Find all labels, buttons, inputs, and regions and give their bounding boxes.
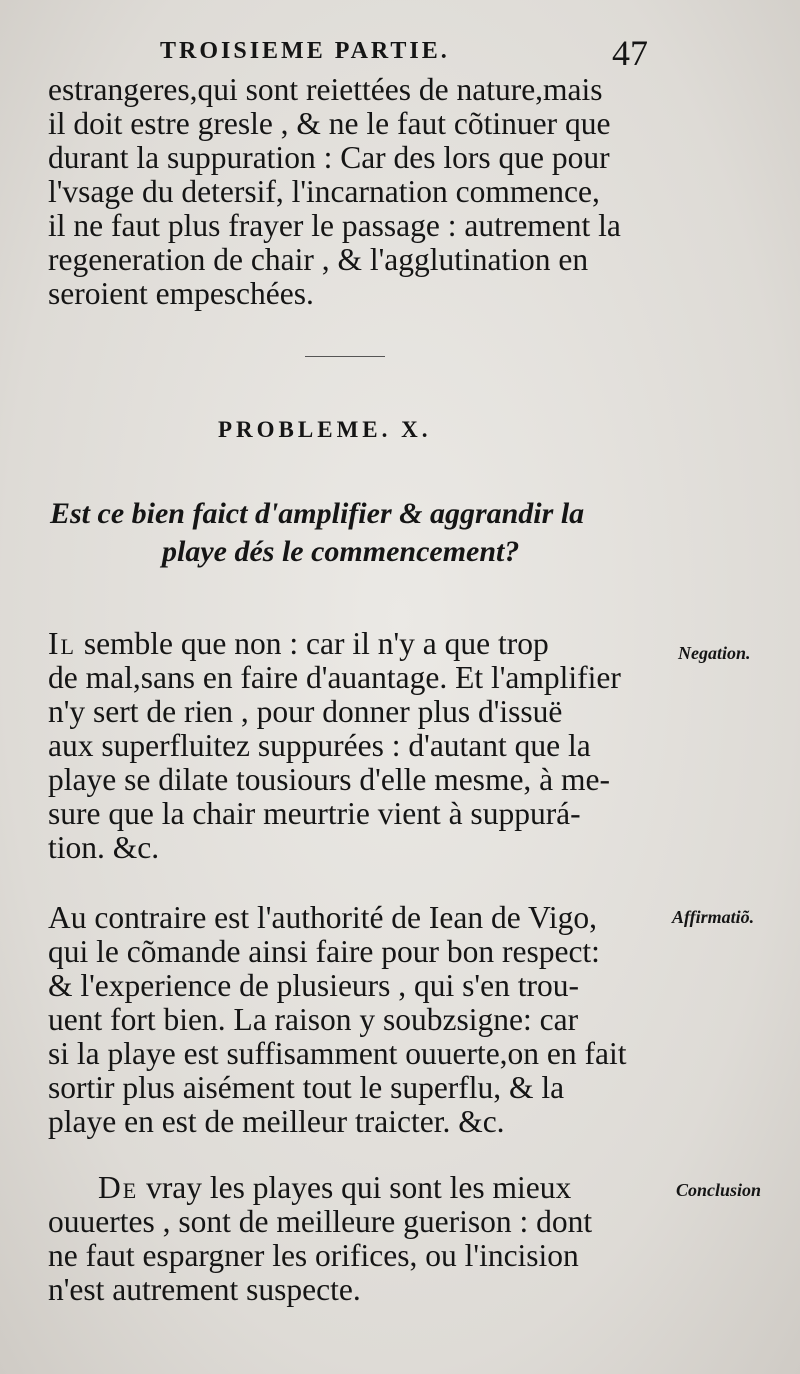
page-number: 47 <box>612 33 648 73</box>
text-line: uent fort bien. La raison y soubzsigne: car <box>48 1002 579 1037</box>
question-line: playe dés le commencement? <box>162 535 520 568</box>
text-line: l'vsage du detersif, l'incarnation commence, <box>48 174 600 209</box>
negation-paragraph <box>48 627 660 865</box>
affirmation-paragraph <box>48 901 660 1139</box>
text-line: si la playe est suffisamment ouuerte,on en fait <box>48 1036 627 1071</box>
text-run: vray les playes qui sont les mieux <box>138 1170 572 1205</box>
margin-note-negation: Negation. <box>678 643 751 663</box>
text-line: ouuertes , sont de meilleure guerison : dont <box>48 1204 593 1239</box>
initial-word: De <box>98 1170 139 1205</box>
text-line: & l'experience de plusieurs , qui s'en trou- <box>48 968 579 1003</box>
text-line: sure que la chair meurtrie vient à suppurá- <box>48 796 581 831</box>
text-line: durant la suppuration : Car des lors que pour <box>48 140 610 175</box>
paragraph-continuation <box>48 73 660 311</box>
text-run: semble que non : car il n'y a que trop <box>75 626 549 661</box>
text-line: seroient empeschées. <box>48 276 314 311</box>
initial-word: Il <box>48 626 76 661</box>
text-line <box>48 627 660 661</box>
text-line: playe en est de meilleur traicter. &c. <box>48 1104 505 1139</box>
text-line: il ne faut plus frayer le passage : autrement la <box>48 208 621 243</box>
problem-heading: PROBLEME. X. <box>218 417 432 442</box>
section-divider <box>305 356 385 357</box>
text-line: n'est autrement suspecte. <box>48 1272 361 1307</box>
text-line: il doit estre gresle , & ne le faut cõtinuer que <box>48 106 611 141</box>
text-line: estrangeres,qui sont reiettées de nature,mais <box>48 72 603 107</box>
text-line: de mal,sans en faire d'auantage. Et l'amplifier <box>48 660 621 695</box>
margin-note-conclusion: Conclusion <box>676 1180 762 1200</box>
conclusion-paragraph <box>48 1171 660 1307</box>
text-line: ne faut espargner les orifices, ou l'incision <box>48 1238 579 1273</box>
text-line: playe se dilate tousiours d'elle mesme, à me- <box>48 762 611 797</box>
text-line: n'y sert de rien , pour donner plus d'issuë <box>48 694 563 729</box>
question-line: Est ce bien faict d'amplifier & aggrandir la <box>50 497 585 530</box>
text-line: regeneration de chair , & l'agglutination en <box>48 242 589 277</box>
text-line: tion. &c. <box>48 830 160 865</box>
text-line: sortir plus aisément tout le superflu, & la <box>48 1070 565 1105</box>
text-line: Au contraire est l'authorité de Iean de Vigo, <box>48 900 598 935</box>
text-line <box>48 1171 660 1205</box>
text-line: aux superfluitez suppurées : d'autant que la <box>48 728 591 763</box>
problem-question <box>50 495 660 571</box>
margin-note-affirmation: Affirmatiõ. <box>672 907 755 927</box>
running-title: TROISIEME PARTIE. <box>160 38 450 64</box>
text-line: qui le cõmande ainsi faire pour bon respect: <box>48 934 600 969</box>
